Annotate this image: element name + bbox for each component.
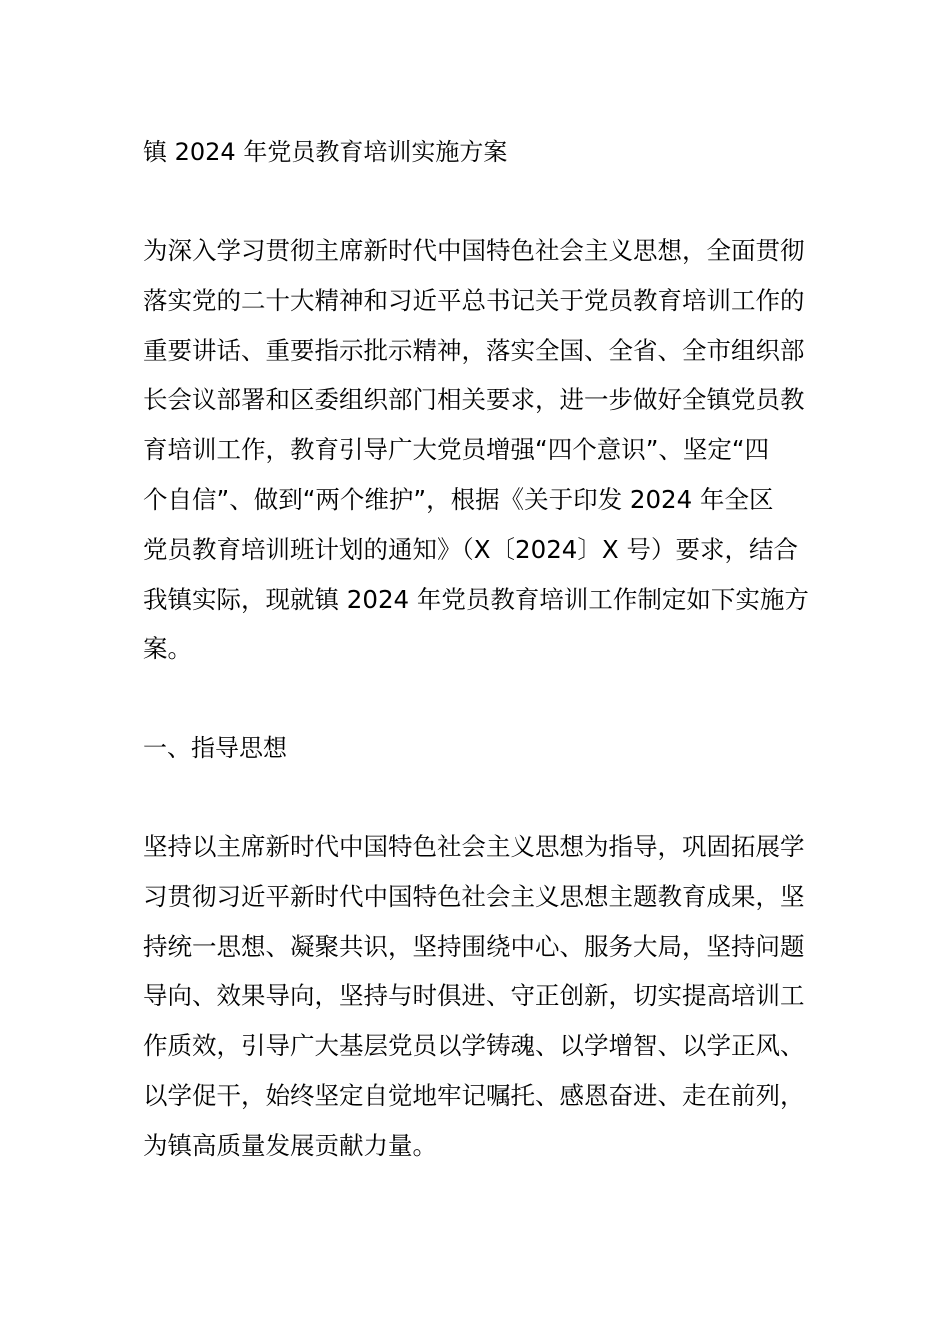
intro-line: 重要讲话、重要指示批示精神，落实全国、全省、全市组织部 [143, 335, 805, 365]
section1-line: 持统一思想、凝聚共识，坚持围绕中心、服务大局，坚持问题 [143, 931, 805, 961]
intro-line: 案。 [143, 634, 192, 664]
intro-line: 党员教育培训班计划的通知》（X〔2024〕X 号）要求，结合 [143, 534, 798, 564]
section1-line: 习贯彻习近平新时代中国特色社会主义思想主题教育成果，坚 [143, 881, 805, 911]
intro-line: 个自信”、做到“两个维护”，根据《关于印发 2024 年全区 [143, 484, 774, 514]
intro-line: 育培训工作，教育引导广大党员增强“四个意识”、坚定“四 [143, 435, 770, 465]
intro-line: 落实党的二十大精神和习近平总书记关于党员教育培训工作的 [143, 285, 805, 315]
intro-line: 我镇实际，现就镇 2024 年党员教育培训工作制定如下实施方 [143, 584, 809, 614]
section1-line: 以学促干，始终坚定自觉地牢记嘱托、感恩奋进、走在前列， [143, 1080, 805, 1110]
intro-line: 为深入学习贯彻主席新时代中国特色社会主义思想，全面贯彻 [143, 236, 805, 265]
section1-paragraph [143, 822, 807, 1171]
section1-line: 为镇高质量发展贡献力量。 [143, 1130, 437, 1160]
section-heading-guiding-ideology: 一、指导思想 [143, 734, 287, 762]
intro-paragraph [143, 226, 807, 674]
section1-line: 坚持以主席新时代中国特色社会主义思想为指导，巩固拓展学 [143, 832, 805, 861]
section1-line: 导向、效果导向，坚持与时俱进、守正创新，切实提高培训工 [143, 981, 805, 1011]
document-title: 镇 2024 年党员教育培训实施方案 [143, 138, 508, 166]
intro-line: 长会议部署和区委组织部门相关要求，进一步做好全镇党员教 [143, 385, 805, 415]
section1-line: 作质效，引导广大基层党员以学铸魂、以学增智、以学正风、 [143, 1031, 805, 1061]
